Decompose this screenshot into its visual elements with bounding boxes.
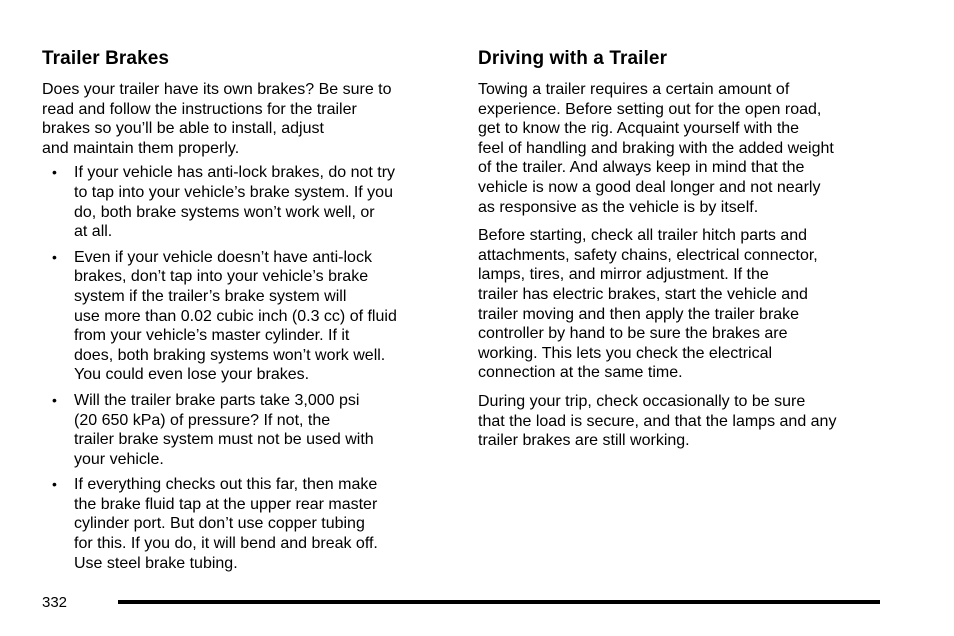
bullet-text: Even if your vehicle doesn’t have anti-lock brakes, don’t tap into your vehicle’s brake system if the trailer’s brake system will use more than 0.02 cubic inch (0.3 cc) of fluid from your vehicle’s master cylinder. If it does, both braking systems won’t work well. You could even lose your brakes. (74, 248, 397, 384)
section-heading-driving-with-a-trailer: Driving with a Trailer (478, 48, 668, 69)
list-item (42, 391, 442, 469)
page-footer (42, 594, 882, 614)
body-paragraph: Before starting, check all trailer hitch parts and attachments, safety chains, electrical connector, lamps, tires, and mirror adjustment. If the trailer has electric brakes, start the vehicle and trailer moving and then apply the trailer brake controller by hand to be sure the brakes are working. This lets you check the electrical connection at the same time. (478, 227, 818, 382)
bullet-icon: • (52, 248, 57, 265)
bullet-icon: • (52, 476, 57, 493)
body-paragraph: During your trip, check occasionally to be sure that the load is secure, and that the lamps and any trailer brakes are still working. (478, 392, 837, 450)
intro-paragraph: Does your trailer have its own brakes? Be sure to read and follow the instructions for the trailer brakes so you’ll be able to install, adjust and maintain them properly. (42, 81, 392, 157)
bullet-icon: • (52, 391, 57, 408)
footer-rule (118, 600, 880, 604)
section-heading-trailer-brakes: Trailer Brakes (42, 48, 170, 69)
bullet-icon: • (52, 164, 57, 181)
body-paragraph: Towing a trailer requires a certain amount of experience. Before setting out for the open road, get to know the rig. Acquaint yourself with the feel of handling and braking with the added weight of the trailer. And always keep in mind that the vehicle is now a good deal longer and not nearly as responsive as the vehicle is by itself. (478, 81, 834, 216)
list-item (42, 475, 442, 573)
right-column (478, 48, 888, 460)
bullet-list (42, 163, 442, 573)
bullet-text: If your vehicle has anti-lock brakes, do not try to tap into your vehicle’s brake system. If you do, both brake systems won’t work well, or at all. (74, 164, 396, 241)
bullet-text: Will the trailer brake parts take 3,000 psi (20 650 kPa) of pressure? If not, the trailer brake system must not be used with your vehicle. (74, 391, 374, 468)
list-item (42, 163, 442, 241)
left-column (42, 48, 442, 579)
list-item (42, 248, 442, 385)
page-number: 332 (42, 594, 68, 611)
bullet-text: If everything checks out this far, then make the brake fluid tap at the upper rear master cylinder port. But don’t use copper tubing for this. If you do, it will bend and break off. Use steel brake tubing. (74, 476, 378, 572)
